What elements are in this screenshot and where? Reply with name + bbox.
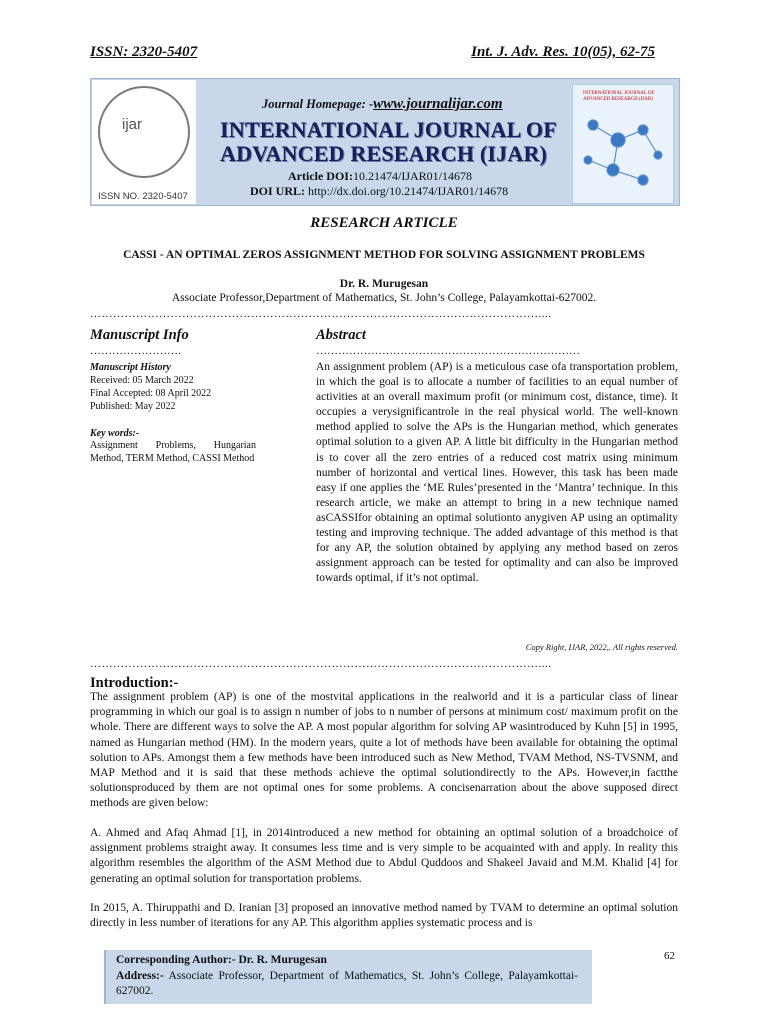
manuscript-dots: ……………………. [90,345,181,357]
doi-url-link[interactable]: http://dx.doi.org/10.21474/IJAR01/14678 [308,184,509,198]
accepted-date: Final Accepted: 08 April 2022 [90,388,212,399]
journal-homepage [262,96,503,113]
homepage-link[interactable]: www.journalijar.com [373,96,503,112]
keywords-list: Assignment Problems, Hungarian Method, TERM Method, CASSI Method [90,440,256,464]
paper-title: CASSI - AN OPTIMAL ZEROS ASSIGNMENT METHOD FOR SOLVING ASSIGNMENT PROBLEMS [123,249,645,261]
journal-title [220,118,557,166]
doi-label: Article DOI: [288,169,353,183]
doi-url [250,184,508,199]
keywords-label: Key words:- [90,428,140,439]
article-doi [288,169,472,184]
molecule-icon [573,85,673,203]
journal-title-line2: ADVANCED RESEARCH (IJAR) [220,141,548,166]
manuscript-info-heading: Manuscript Info [90,327,189,343]
received-date: Received: 05 March 2022 [90,375,194,386]
homepage-label: Journal Homepage: - [262,97,374,111]
doi-value: 10.21474/IJAR01/14678 [352,169,472,183]
manuscript-history-label: Manuscript History [90,362,171,373]
intro-paragraph-2: A. Ahmed and Afaq Ahmad [1], in 2014introduced a new method for obtaining an optimal solution of a broadchoice of assignment problems straight away. It consumes less time and is very simple to be acquainted with and apply. In reality this algorithm resembles the algorithm of the ASM Method due to Abdul Quddoos and Shakeel Javaid and M.M. Khalid [4] for generating an optimal solution for transportation problems. [90,827,678,885]
introduction-heading: Introduction:- [90,675,179,691]
ijar-logo [92,80,196,204]
abstract-heading: Abstract [316,327,366,343]
corresponding-author-heading: Corresponding Author:- Dr. R. Murugesan [116,954,327,966]
journal-cover-image [572,84,674,204]
copyright-notice: Copy Right, IJAR, 2022,. All rights reserved. [525,642,678,652]
intro-paragraph-1: The assignment problem (AP) is one of the mostvital applications in the realworld and it is a particular class of linear programming in which our goal is to assign n number of jobs to n number of persons at minimum cost/ maximum profit on the whole. There are different ways to solve the AP. A most popular algorithm for solving AP wasintroduced by Kuhn [5] in 1995, named as Hungarian method (HM). In the modern years, quite a lot of methods have been available for obtaining the optimal solution to APs. Amongst them a few methods have been introduced such as New Method, TVAM Method, NS-TVSNM, and MAP Method and it is said that these methods achieve the optimal solutiondirectly to the APs. However,in factthe solutionsproduced by them are not optimal ones for some problems. A concisenarration about the above supposed direct methods are given below: [90,691,678,810]
intro-paragraph-3: In 2015, A. Thiruppathi and D. Iranian [3] proposed an innovative method named by TVAM to determine an optimal solution directly in less number of iterations for any AP. This algorithm applies systematic process and is [90,902,678,930]
abstract-dots: ……………………………………………………………… [316,345,580,357]
published-date: Published: May 2022 [90,401,176,412]
author-name: Dr. R. Murugesan [339,278,429,290]
separator-bottom: ……………………………………………………………………………………………………….... [90,658,552,670]
article-type: RESEARCH ARTICLE [310,215,458,231]
logo-seal-icon [98,86,190,178]
cover-title: INTERNATIONAL JOURNAL OF ADVANCED RESEARCH (IJAR) [583,91,655,102]
author-affiliation: Associate Professor,Department of Mathematics, St. John’s College, Palayamkottai-627002. [171,292,597,304]
page-number: 62 [664,950,675,962]
doi-url-label: DOI URL: [250,184,306,198]
journal-title-line1: INTERNATIONAL JOURNAL OF [220,117,557,142]
issn-header: ISSN: 2320-5407 [90,44,198,60]
logo-issn: ISSN NO. 2320-5407 [98,191,188,202]
address-text: Associate Professor, Department of Mathematics, St. John’s College, Palayamkottai-627002. [116,970,578,997]
abstract-text: An assignment problem (AP) is a meticulous case ofa transportation problem, in which the goal is to allocate a number of facilities to an equal number of activities at an overall maximum profit (or minimum cost, distance, time). It occupies a verysignificantrole in the real physical world. The well-known method applied to solve the APs is the Hungarian method, which generates optimal solution to a given AP. A little bit difficulty in the Hungarian method is to cover all the zero entries of a reduced cost matrix using minimum number of horizontal and vertical lines. However, this task has been made easy if one applies the ‘ME Rules’presented in the ‘Mantra’ technique. In this research article, we make an attempt to bring in a new technique named asCASSIfor obtaining an optimal solutionto anygiven AP using an optimality testing and improving technique. The added advantage of this method is that for any AP, the solution obtained by applying any method based on zeros assignment approach can be tested for optimality and can also be improved towards optimal, if it’s not optimal. [316,361,678,585]
corresponding-author-address [116,969,578,999]
separator-top: ……………………………………………………………………………………………………….... [90,308,552,320]
address-label: Address:- [116,970,164,982]
citation-header: Int. J. Adv. Res. 10(05), 62-75 [471,44,655,60]
logo-text: ijar [122,116,143,133]
